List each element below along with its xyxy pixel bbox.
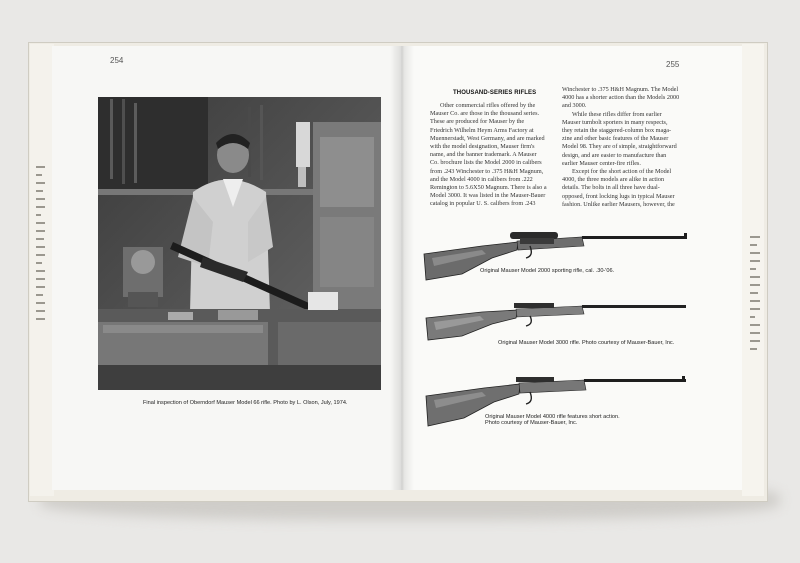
text-line: Winchester to .375 H&H Magnum. The Model	[562, 86, 679, 93]
text-line: Mauser Co. are those in the thousand series.	[430, 110, 540, 118]
text-line: 4000 has a shorter action than the Models 2000	[562, 94, 680, 102]
text-line: fashion. Unlike earlier Mausers, however, the	[562, 200, 675, 208]
text-line: Friedrich Wilhelm Heym Arms Factory at	[430, 126, 534, 134]
caption-line: Original Mauser Model 4000 rifle features short action.	[485, 414, 620, 420]
rifle-caption	[480, 268, 614, 274]
text-line: 4000, the three models are alike in action	[562, 176, 665, 184]
text-line: Remington to 5.6X50 Magnum. There is also a	[430, 184, 547, 192]
rifle-model-3000-image	[422, 298, 692, 342]
underlying-page-left-text	[36, 160, 48, 460]
section-heading: THOUSAND-SERIES RIFLES	[453, 90, 537, 96]
rifle-caption	[485, 414, 620, 426]
text-line: Mauser turnbolt sporters in many respects,	[562, 118, 668, 126]
text-line: Muennerstadt, West Germany, and are marked	[430, 134, 545, 142]
text-line: and the Model 4000 in calibers from .222	[430, 175, 533, 183]
text-line: zine and other basic features of the Mauser	[562, 135, 669, 143]
text-line: name, and the banner trademark. A Mauser	[430, 151, 537, 159]
text-column-1	[430, 102, 554, 209]
text-line: they retain the staggered-column box maga-	[562, 127, 672, 135]
underlying-page-right-text	[750, 230, 764, 470]
text-line: with the model designation, Mauser firm's	[430, 143, 535, 151]
text-column-2	[562, 86, 686, 209]
text-line: details. The bolts in all three have dual-	[562, 184, 660, 192]
caption-line: Original Mauser Model 3000 rifle. Photo courtesy of Mauser-Bauer, Inc.	[498, 340, 675, 346]
text-line: design, and are easier to manufacture than	[562, 151, 667, 159]
text-line: from .243 Winchester to .375 H&H Magnum,	[430, 167, 544, 175]
text-line: Other commercial rifles offered by the	[440, 102, 536, 109]
book-gutter	[390, 46, 414, 490]
text-line: catalog in popular U. S. calibers from .243	[430, 200, 536, 208]
workshop-photo	[98, 97, 381, 390]
text-line: Co. brochure lists the Model 2000 in calibers	[430, 159, 542, 167]
text-line: opposed, front locking lugs in typical Mauser	[562, 192, 675, 200]
right-page-number: 255	[666, 60, 680, 69]
rifle-caption	[498, 340, 674, 346]
text-line: earlier Mauser center-fire rifles.	[562, 159, 641, 167]
text-line: While these rifles differ from earlier	[572, 110, 662, 118]
text-line: Except for the short action of the Model	[572, 168, 672, 176]
caption-line: Original Mauser Model 2000 sporting rifle, cal. .30-'06.	[480, 268, 615, 274]
left-page-number: 254	[110, 56, 124, 65]
text-line: Model 98. They are of simple, straightforward	[562, 143, 677, 151]
photo-caption: Final inspection of Oberndorf Mauser Model 66 rifle. Photo by L. Olson, July, 1974.	[143, 400, 348, 406]
text-line: and 3000.	[562, 102, 587, 110]
text-line: Model 3000. It was listed in the Mauser-Bauer	[430, 192, 546, 200]
text-line: These are produced for Mauser by the	[430, 118, 525, 126]
caption-line: Photo courtesy of Mauser-Bauer, Inc.	[485, 420, 578, 426]
